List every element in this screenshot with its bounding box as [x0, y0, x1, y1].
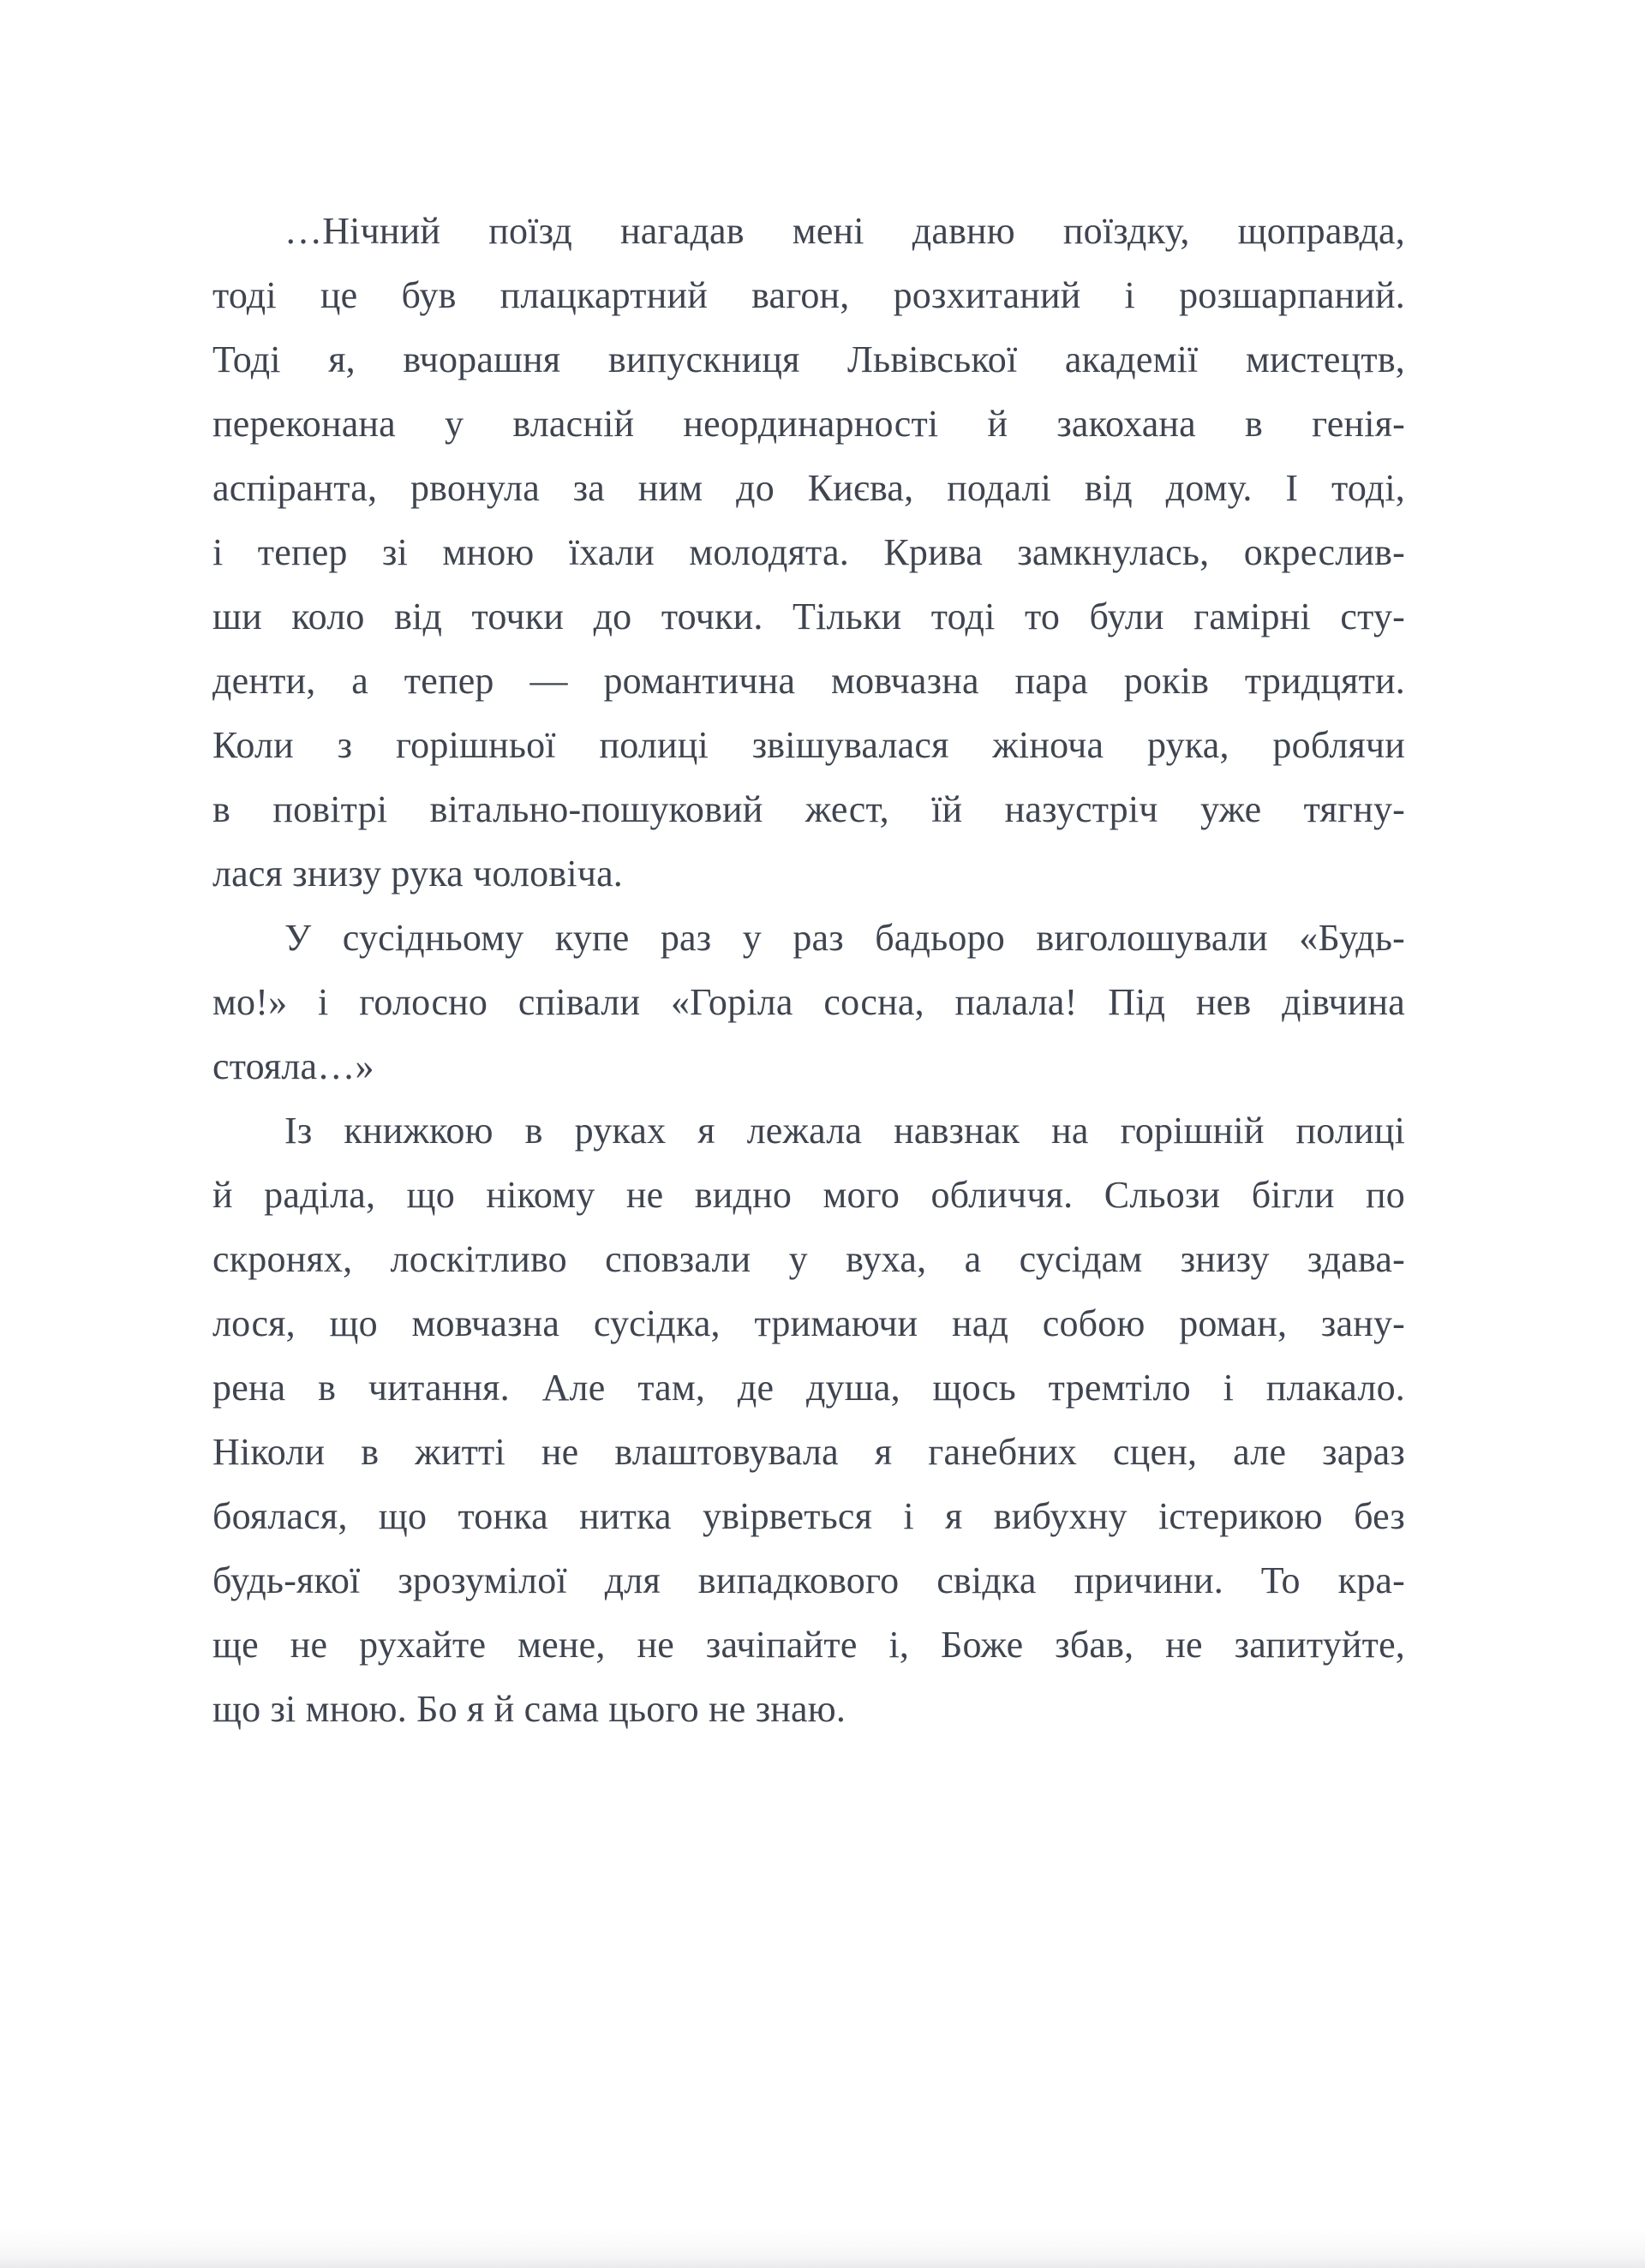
text-line: й раділа, що нікому не видно мого обличчя. Сльози бігли по	[212, 1174, 1405, 1216]
text-line: ши коло від точки до точки. Тільки тоді то були гамірні сту-	[212, 595, 1405, 637]
text-line: і тепер зі мною їхали молодята. Крива замкнулась, окреслив-	[212, 531, 1405, 573]
text-line: Із книжкою в руках я лежала навзнак на горішній полиці	[284, 1110, 1405, 1152]
text-line: У сусідньому купе раз у раз бадьоро виголошували «Будь-	[284, 917, 1405, 959]
text-line: Ніколи в житті не влаштовувала я ганебних сцен, але зараз	[212, 1431, 1405, 1473]
paragraph-1	[212, 199, 1405, 906]
text-line: Тоді я, вчорашня випускниця Львівської академії мистецтв,	[212, 338, 1405, 380]
text-line: Коли з горішньої полиці звішувалася жіноча рука, роблячи	[212, 724, 1405, 766]
text-line: боялася, що тонка нитка увірветься і я вибухну істерикою без	[212, 1495, 1405, 1537]
text-line: скронях, лоскітливо сповзали у вуха, а сусідам знизу здава-	[212, 1238, 1405, 1280]
page-text	[212, 199, 1405, 1741]
text-line: тоді це був плацкартний вагон, розхитаний і розшарпаний.	[212, 274, 1405, 316]
paragraph-3	[212, 1098, 1405, 1741]
text-line: денти, а тепер — романтична мовчазна пара років тридцяти.	[212, 660, 1405, 702]
text-line: …Нічний поїзд нагадав мені давню поїздку, щоправда,	[284, 210, 1405, 252]
paragraph-2	[212, 906, 1405, 1098]
text-line: стояла…»	[212, 1045, 374, 1087]
text-line: будь-якої зрозумілої для випадкового свідка причини. То кра-	[212, 1559, 1405, 1601]
text-line: переконана у власній неординарності й закохана в генія-	[212, 403, 1405, 445]
text-line: рена в читання. Але там, де душа, щось тремтіло і плакало.	[212, 1367, 1405, 1409]
text-line: ще не рухайте мене, не зачіпайте і, Боже збав, не запитуйте,	[212, 1624, 1405, 1666]
text-line: лася знизу рука чоловіча.	[212, 853, 624, 895]
page-bottom-shadow	[0, 2229, 1645, 2268]
text-line: мо!» і голосно співали «Горіла сосна, палала! Під нев дівчина	[212, 981, 1405, 1023]
text-line: лося, що мовчазна сусідка, тримаючи над собою роман, зану-	[212, 1302, 1405, 1344]
text-line: в повітрі вітально-пошуковий жест, їй назустріч уже тягну-	[212, 788, 1405, 830]
text-line: що зі мною. Бо я й сама цього не знаю.	[212, 1688, 846, 1730]
text-line: аспіранта, рвонула за ним до Києва, подалі від дому. І тоді,	[212, 467, 1405, 509]
